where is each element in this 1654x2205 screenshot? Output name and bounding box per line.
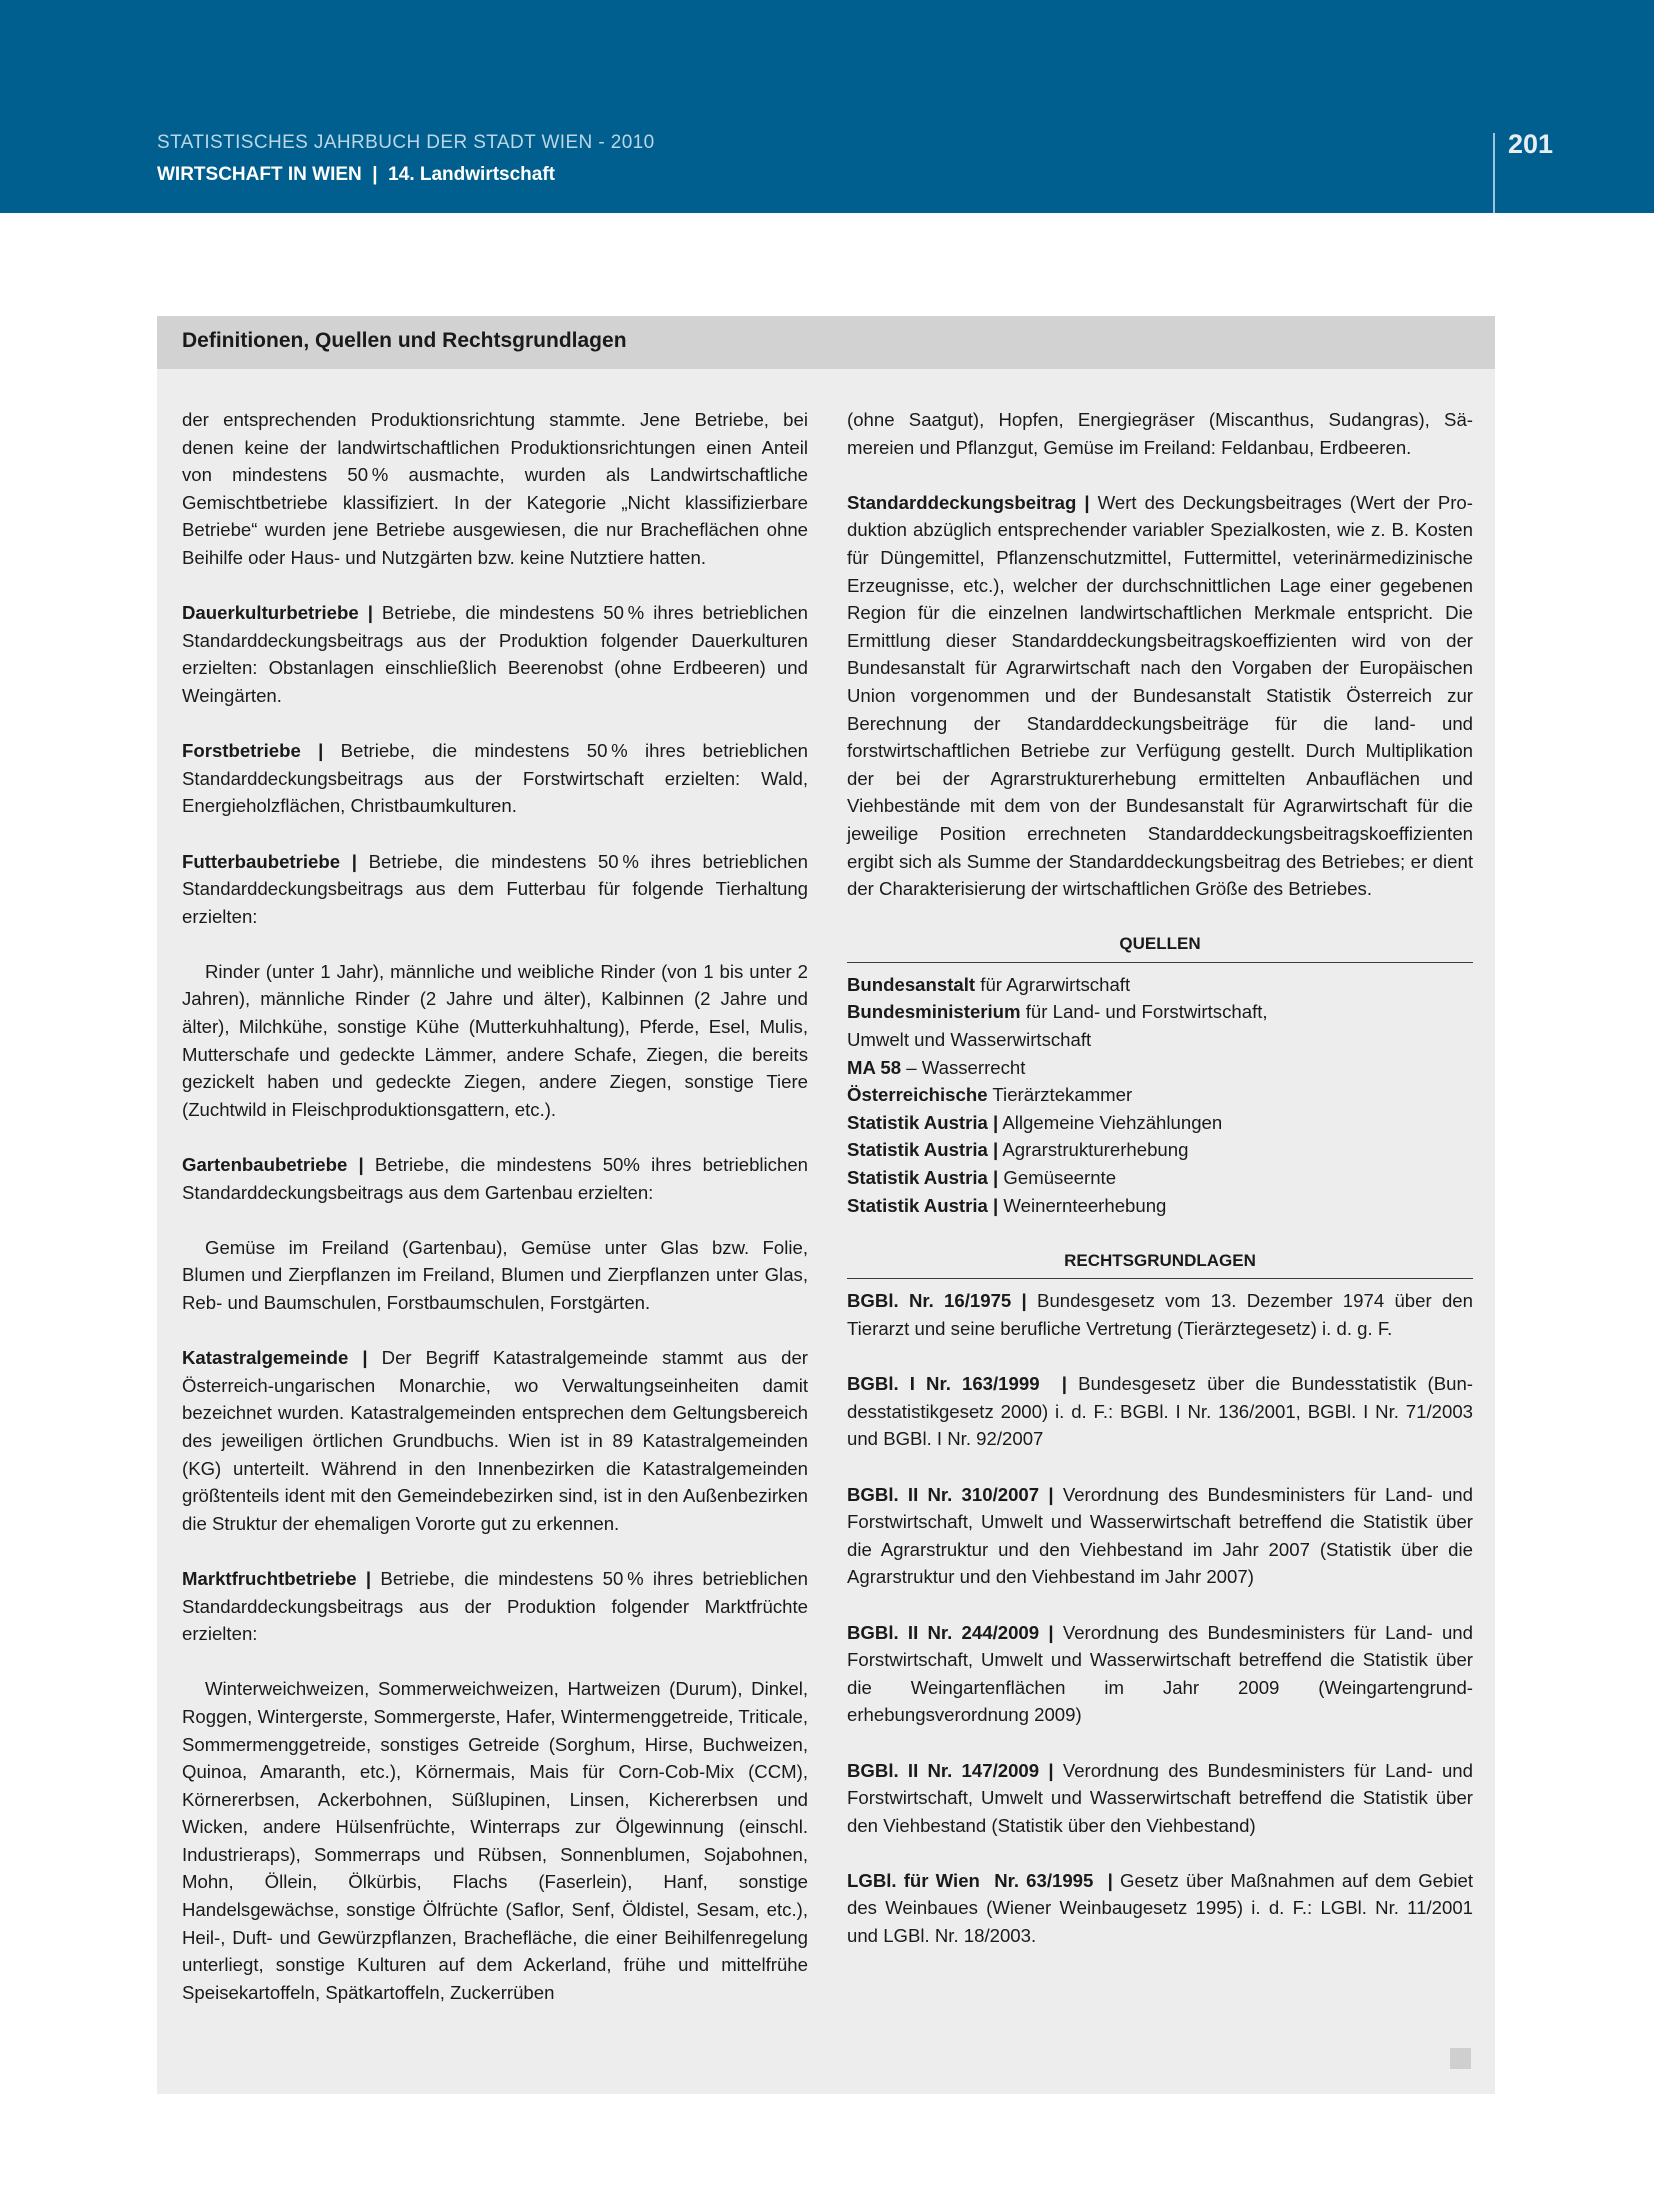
- source-text: – Wasserrecht: [901, 1056, 1026, 1078]
- right-column: [847, 406, 1473, 1950]
- legal-text: Bundesgesetz vom 13. Dezember 1974 über den Tierarzt und seine berufliche Vertretung (Tierärztegesetz) i. d. g. F.: [847, 1290, 1473, 1339]
- definition-futterbaubetriebe: [182, 848, 808, 931]
- legal-rule: [847, 1278, 1473, 1279]
- source-item: [847, 1136, 1473, 1164]
- definition-text: Betriebe, die mindestens 50 % ihres betrieblichen Standarddeckungsbeitrags aus der Forstwirtschaft erzielten: Wald, Energieholzflächen, Christbaumkulturen.: [182, 740, 808, 817]
- left-column: [182, 406, 808, 2006]
- legal-term: BGBl. II Nr. 244/2009 |: [847, 1621, 1054, 1643]
- definition-katastralgemeinde: [182, 1344, 808, 1537]
- legal-item: [847, 1481, 1473, 1591]
- definition-standarddeckungsbeitrag: [847, 489, 1473, 903]
- source-text: Umwelt und Wasserwirtschaft: [847, 1029, 1092, 1051]
- definition-text: Betriebe, die mindestens 50 % ihres betrieblichen Standarddeckungsbeitrags aus dem Futterbau für folgende Tierhaltung erzielten:: [182, 850, 808, 927]
- continued-paragraph: (ohne Saatgut), Hopfen, Energiegräser (Miscanthus, Sudangras), Sämereien und Pflanzgut, Gemüse im Freiland: Feldanbau, Erdbeeren.: [847, 409, 1473, 458]
- marktfrucht-list: Winterweichweizen, Sommerweichweizen, Hartweizen (Durum), Dinkel, Roggen, Wintergerste, Sommergerste, Hafer, Wintermenggetreide, Triticale, Sommermenggetreide, sonstiges Getreide (Sorghum, Hirse, Buchweizen, Quinoa, Amaranth, etc.), Körnermais, Mais für Corn-Cob-Mix (CCM), Körnererbsen, Ackerbohnen, Süßlupinen, Linsen, Kichererbsen und Wicken, andere Hülsenfrüchte, Winterraps zur Ölgewinnung (einschl. Industrieraps), Sommerraps und Rübsen, Sonnenblumen, Sojabohnen, Mohn, Öllein, Ölkürbis, Flachs (Faserlein), Hanf, sonstige Handelsgewächse, sonstige Ölfrüchte (Saflor, Senf, Öldistel, Sesam, etc.), Heil-, Duft- und Gewürzpflanzen, Brachefläche, die einer Beihilfenregelung unterliegt, sonstige Kulturen auf dem Ackerland, frühe und mittelfrühe Speisekartoffeln, Spätkartoffeln, Zuckerrüben: [182, 1678, 808, 2003]
- legal-text: Verordnung des Bundesministers für Land- und Forstwirtschaft, Umwelt und Wasserwirtschaft betreffend die Statistik über den Viehbestand (Statistik über den Viehbestand): [847, 1759, 1473, 1836]
- source-item: [847, 1081, 1473, 1109]
- page-number: 201: [1508, 129, 1554, 159]
- source-item: [847, 971, 1473, 999]
- yearbook-title: STATISTISCHES JAHRBUCH DER STADT WIEN - 2010: [157, 132, 655, 153]
- definition-term: Katastralgemeinde |: [182, 1347, 368, 1369]
- source-term: Bundesministerium: [847, 1001, 1021, 1023]
- sources-rule: [847, 962, 1473, 963]
- page-header: [0, 0, 1654, 213]
- legal-item: [847, 1619, 1473, 1729]
- definition-term: Futterbaubetriebe |: [182, 850, 357, 872]
- source-item: [847, 1192, 1473, 1220]
- legal-item: [847, 1757, 1473, 1840]
- source-term: Bundesanstalt: [847, 973, 976, 995]
- source-term: Statistik Austria |: [847, 1194, 999, 1216]
- legal-text: Verordnung des Bundesministers für Land- und Forstwirtschaft, Umwelt und Wasserwirtschaft betreffend die Statistik über die Agrarstruktur und den Viehbestand im Jahr 2007 (Statistik über die Agrarstruktur und den Viehbestand im Jahr 2007): [847, 1483, 1473, 1588]
- source-term: Statistik Austria |: [847, 1111, 999, 1133]
- sources-heading: QUELLEN: [1119, 934, 1201, 954]
- source-item: [847, 1164, 1473, 1192]
- source-item: [847, 998, 1473, 1026]
- panel-title-bar: [157, 316, 1495, 369]
- legal-term: BGBl. II Nr. 310/2007 |: [847, 1483, 1054, 1505]
- legal-text: Verordnung des Bundesministers für Land- und Forstwirtschaft, Umwelt und Wasserwirtschaft betreffend die Statistik über die Weingartenflächen im Jahr 2009 (Weingartengrunderhebungsverordnung 2009): [847, 1621, 1473, 1726]
- legal-term: BGBl. Nr. 16/1975 |: [847, 1290, 1027, 1312]
- source-text: Tierärztekammer: [987, 1084, 1133, 1106]
- source-text: Agrarstrukturerhebung: [998, 1139, 1189, 1161]
- definition-forstbetriebe: [182, 737, 808, 820]
- gartenbau-list: Gemüse im Freiland (Gartenbau), Gemüse unter Glas bzw. Folie, Blumen und Zierpflanzen im Freiland, Blumen und Zierpflanzen unter Glas, Reb- und Baumschulen, Forstbaumschulen, Forstgärten.: [182, 1236, 808, 1313]
- intro-paragraph: der entsprechenden Produktionsrichtung stammte. Jene Betriebe, bei denen keine der landwirtschaftlichen Produktionsrichtungen einen Anteil von mindestens 50 % ausmachte, wurden als Landwirtschaftliche Gemischtbetriebe klassifiziert. In der Kategorie „Nicht klassifizierbare Betriebe“ wurden jene Betriebe ausgewiesen, die nur Bracheflächen ohne Beihilfe oder Haus- und Nutzgärten bzw. keine Nutztiere hatten.: [182, 409, 808, 568]
- definition-term: Gartenbaubetriebe |: [182, 1154, 364, 1176]
- definition-text: Betriebe, die mindestens 50 % ihres betrieblichen Standarddeckungsbeitrags aus der Produktion folgender Dauerkulturen erzielten: Obstanlagen einschließlich Beerenobst (ohne Erdbeeren) und Weingärten.: [182, 602, 808, 706]
- source-item: [847, 1054, 1473, 1082]
- definition-term: Marktfruchtbetriebe |: [182, 1567, 372, 1589]
- legal-item: [847, 1287, 1473, 1342]
- definitions-panel: [157, 316, 1495, 2094]
- source-text: Allgemeine Viehzählungen: [998, 1111, 1223, 1133]
- source-term: MA 58: [847, 1056, 902, 1078]
- legal-item: [847, 1867, 1473, 1950]
- definition-term: Forstbetriebe |: [182, 740, 324, 762]
- legal-heading: RECHTSGRUNDLAGEN: [1064, 1250, 1256, 1270]
- source-term: Statistik Austria |: [847, 1167, 999, 1189]
- legal-term: LGBl. für Wien Nr. 63/1995 |: [847, 1869, 1113, 1891]
- definition-term: Standarddeckungsbeitrag |: [847, 491, 1090, 513]
- source-text: für Agrarwirtschaft: [975, 973, 1131, 995]
- definition-term: Dauerkulturbetriebe |: [182, 602, 373, 624]
- definition-text: Der Begriff Katastralgemeinde stammt aus der Österreich-ungarischen Monarchie, wo Verwaltungseinheiten damit bezeichnet wurden. Katastralgemeinden entsprechen dem Geltungsbereich des jeweiligen örtlichen Grundbuchs. Wien ist in 89 Katastralgemeinden (KG) unterteilt. Während in den Innenbezirken die Katastralgemeinden größtenteils ident mit den Gemeindebezirken sind, ist in den Außenbezirken die Struktur der ehemaligen Vororte gut zu erkennen.: [182, 1347, 808, 1534]
- futterbau-list: Rinder (unter 1 Jahr), männliche und weibliche Rinder (von 1 bis unter 2 Jahren), männliche Rinder (2 Jahre und älter), Kalbinnen (2 Jahre und älter), Milchkühe, sonstige Kühe (Mutterkuhhaltung), Pferde, Esel, Mulis, Mutterschafe und gedeckte Lämmer, andere Schafe, Ziegen, die bereits gezickelt haben und gedeckte Ziegen, andere Ziegen, sonstige Tiere (Zuchtwild in Fleischproduktionsgattern, etc.).: [182, 960, 808, 1120]
- legal-item: [847, 1370, 1473, 1453]
- header-divider: [1493, 133, 1495, 213]
- source-text: für Land- und Forstwirtschaft,: [1020, 1001, 1268, 1023]
- chapter-title: WIRTSCHAFT IN WIEN | 14. Landwirtschaft: [157, 164, 555, 185]
- definition-text: Wert des Deckungsbeitrages (Wert der Produktion abzüglich entsprechender variabler Spezialkosten, wie z. B. Kosten für Düngemittel, Pflanzenschutzmittel, Futtermittel, veterinärmedizinische Erzeugnisse, etc.), welcher der durchschnittlichen Lage einer gegebenen Region für die einzelnen landwirtschaftlichen Merkmale entspricht. Die Ermittlung dieser Standarddeckungsbeitragskoeffizienten wird von der Bundesanstalt für Agrarwirtschaft nach den Vorgaben der Europäischen Union vorgenommen und der Bundesanstalt Statistik Österreich zur Berechnung der Standarddeckungsbeiträge für die land- und forstwirtschaftlichen Betriebe zur Verfügung gestellt. Durch Multiplikation der bei der Agrarstrukturerhebung ermittelten Anbauflächen und Viehbestände mit dem von der Bundesanstalt für Agrarwirtschaft für die jeweilige Position errechneten Standarddeckungsbeitragskoeffizienten ergibt sich als Summe der Standarddeckungsbeitrag des Betriebes; er dient der Charakterisierung der wirtschaftlichen Größe des Betriebes.: [847, 491, 1473, 900]
- legal-term: BGBl. I Nr. 163/1999 |: [847, 1373, 1067, 1395]
- source-text: Weinernteerhebung: [998, 1194, 1167, 1216]
- definition-text: Betriebe, die mindestens 50 % ihres betrieblichen Standarddeckungsbeitrags aus der Produktion folgender Marktfrüchte erzielten:: [182, 1567, 808, 1645]
- source-item: [847, 1026, 1473, 1054]
- panel-title: Definitionen, Quellen und Rechtsgrundlagen: [182, 329, 627, 352]
- definition-text: Betriebe, die mindestens 50% ihres betrieblichen Standarddeckungsbeitrags aus dem Gartenbau erzielten:: [182, 1154, 809, 1203]
- source-item: [847, 1109, 1473, 1137]
- definition-gartenbaubetriebe: [182, 1151, 808, 1206]
- definition-marktfruchtbetriebe: [182, 1565, 808, 1648]
- legal-text: Gesetz über Maßnahmen auf dem Gebiet des Weinbaues (Wiener Weinbaugesetz 1995) i. d. F.: LGBl. Nr. 11/2001 und LGBl. Nr. 18/2003.: [847, 1869, 1474, 1947]
- source-term: Statistik Austria |: [847, 1139, 999, 1161]
- source-text: Gemüseernte: [998, 1167, 1117, 1189]
- legal-term: BGBl. II Nr. 147/2009 |: [847, 1759, 1054, 1781]
- legal-text: Bundesgesetz über die Bundesstatistik (Bundesstatistikgesetz 2000) i. d. F.: BGBl. I Nr. 136/2001, BGBl. I Nr. 71/2003 und BGBl. I Nr. 92/2007: [847, 1373, 1473, 1450]
- definition-dauerkulturbetriebe: [182, 599, 808, 709]
- sources-list: [847, 971, 1473, 1219]
- source-term: Österreichische: [847, 1084, 988, 1106]
- end-marker-square: [1450, 2048, 1471, 2069]
